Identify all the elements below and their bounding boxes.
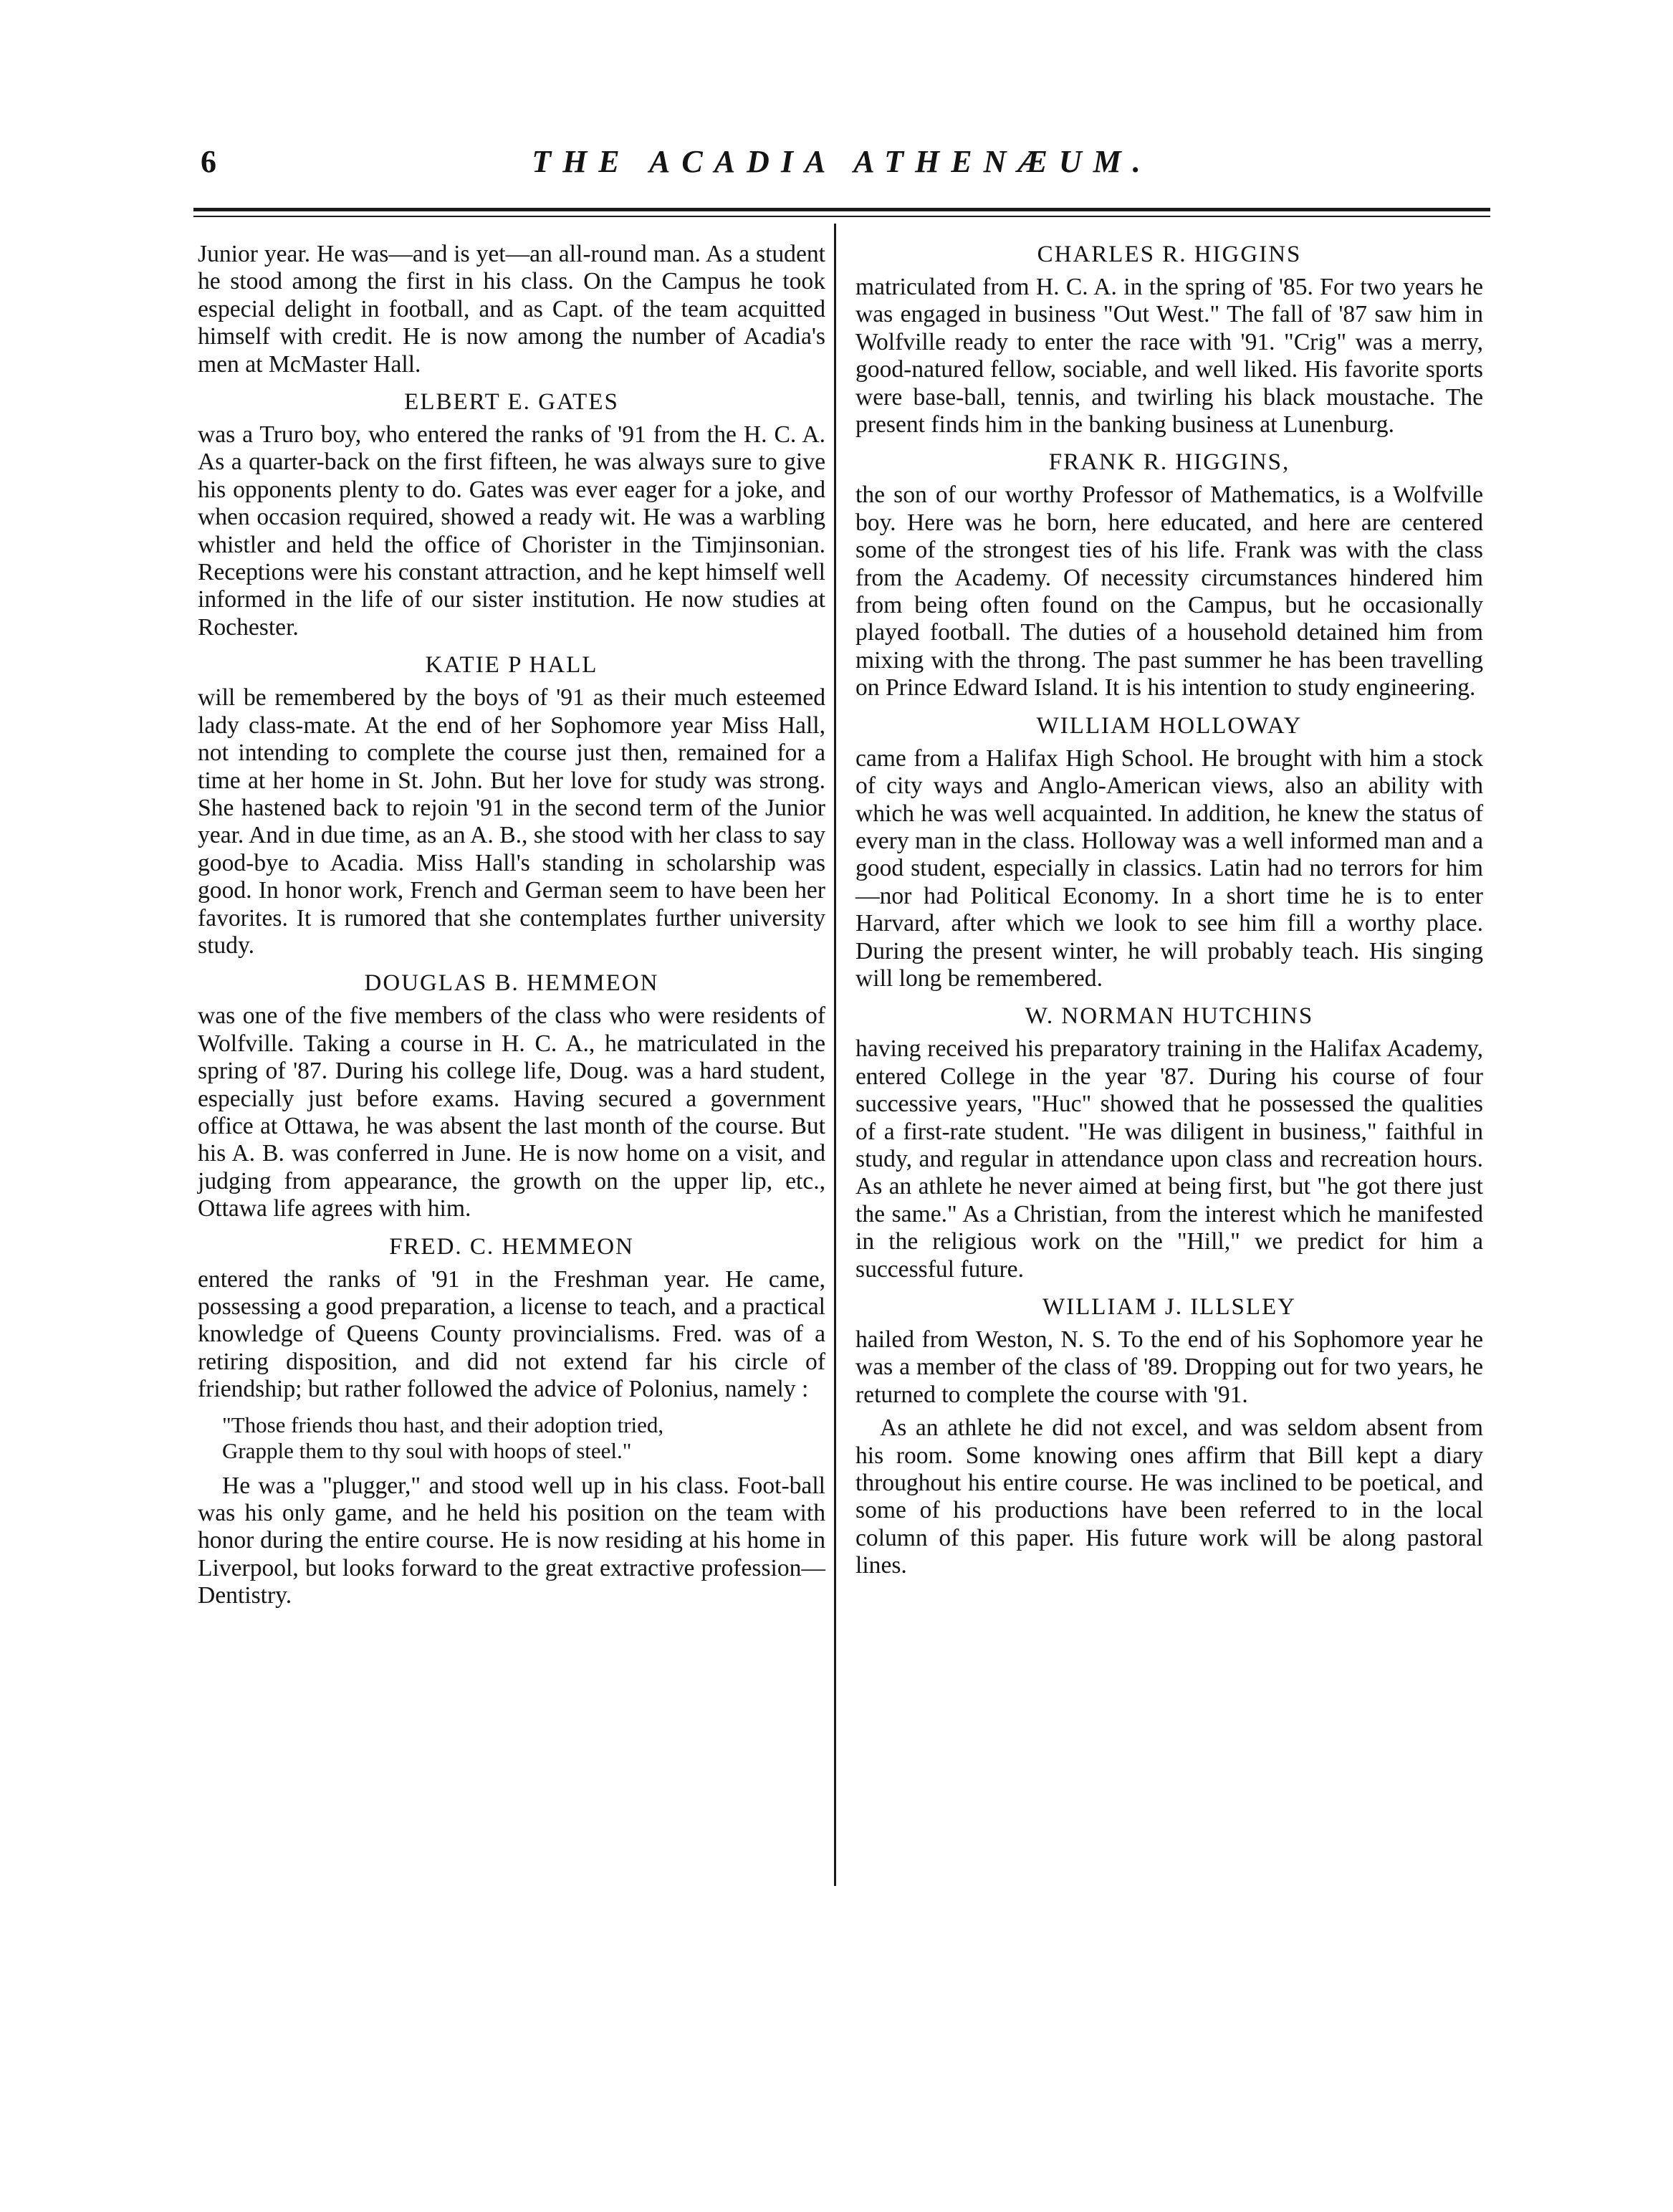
paragraph-katie-hall: will be remembered by the boys of '91 as their much esteemed lady class-mate. At the end of her Sophomore year Miss Hall, not intending to complete the course just then, remained for a time at her home in St. John. But her love for study was strong. She hastened back to rejoin '91 in the second term of the Junior year. And in due time, as an A. B., she stood with her class to say good-bye to Acadia. Miss Hall's standing in scholarship was good. In honor work, French and German seem to have been her favorites. It is rumored that she contemplates further university study. xyxy=(198,684,825,959)
quote-line: "Those friends thou hast, and their adoption tried, xyxy=(222,1412,664,1437)
right-column xyxy=(855,241,1483,1580)
polonius-quote xyxy=(222,1412,825,1464)
paragraph-william-holloway: came from a Halifax High School. He brought with him a stock of city ways and Anglo-American views, also an ability with which he was well acquainted. In addition, he knew the status of every man in the class. Holloway was a well informed man and a good student, especially in classics. Latin had no terrors for him—nor had Political Economy. In a short time he is to enter Harvard, after which we look to see him fill a worthy place. During the present winter, he will probably teach. His singing will long be remembered. xyxy=(855,744,1483,992)
quote-line: Grapple them to thy soul with hoops of steel." xyxy=(222,1437,632,1463)
heading-william-illsley: WILLIAM J. ILLSLEY xyxy=(1042,1294,1296,1320)
heading-douglas-hemmeon: DOUGLAS B. HEMMEON xyxy=(364,970,659,997)
heading-elbert-gates: ELBERT E. GATES xyxy=(404,389,619,416)
header-rule-thin xyxy=(193,216,1490,217)
header-rule-thick xyxy=(193,208,1490,211)
paragraph-norman-hutchins: having received his preparatory training in the Halifax Academy, entered College in the year '87. During his course of four successive years, "Huc" showed that he possessed the qualities of a first-rate student. "He was diligent in business," faithful in study, and regular in attendance upon class and recreation hours. As an athlete he never aimed at being first, but "he got there just the same." As a Christian, from the interest which he manifested in the religious work on the "Hill," we predict for him a successful future. xyxy=(855,1035,1483,1283)
paragraph-charles-higgins: matriculated from H. C. A. in the spring of '85. For two years he was engaged in business "Out West." The fall of '87 saw him in Wolfville ready to enter the race with '91. "Crig" was a merry, good-natured fellow, sociable, and well liked. His favorite sports were base-ball, tennis, and twirling his black moustache. The present finds him in the banking business at Lunenburg. xyxy=(855,274,1483,439)
journal-title: THE ACADIA ATHENÆUM. xyxy=(532,144,1152,179)
heading-katie-hall: KATIE P HALL xyxy=(425,652,598,679)
heading-frank-higgins: FRANK R. HIGGINS, xyxy=(1048,449,1290,476)
paragraph-fred-hemmeon: entered the ranks of '91 in the Freshman year. He came, possessing a good preparation, a license to teach, and a practical knowledge of Queens County provincialisms. Fred. was of a retiring disposition, and did not extend far his circle of friendship; but rather followed the advice of Polonius, namely : xyxy=(198,1265,825,1403)
heading-fred-hemmeon: FRED. C. HEMMEON xyxy=(389,1233,634,1260)
paragraph-william-illsley: hailed from Weston, N. S. To the end of his Sophomore year he was a member of the class of '89. Dropping out for two years, he returned to complete the course with '91. xyxy=(855,1326,1483,1408)
heading-william-holloway: WILLIAM HOLLOWAY xyxy=(1036,712,1303,739)
paragraph-douglas-hemmeon: was one of the five members of the class who were residents of Wolfville. Taking a course in H. C. A., he matriculated in the spring of '87. During his college life, Doug. was a hard student, especially just before exams. Having secured a government office at Ottawa, he was absent the last month of the course. But his A. B. was conferred in June. He is now home on a visit, and judging from appearance, the growth on the upper lip, etc., Ottawa life agrees with him. xyxy=(198,1002,825,1222)
page-number: 6 xyxy=(201,144,216,179)
paragraph-fred-hemmeon-continued: He was a "plugger," and stood well up in his class. Foot-ball was his only game, and he held his position on the team with honor during the entire course. He is now residing at his home in Liverpool, but looks forward to the great extractive profession—Dentistry. xyxy=(198,1472,825,1609)
heading-charles-higgins: CHARLES R. HIGGINS xyxy=(1037,241,1302,267)
paragraph-elbert-gates: was a Truro boy, who entered the ranks of '91 from the H. C. A. As a quarter-back on the first fifteen, he was always sure to give his opponents plenty to do. Gates was ever eager for a joke, and when occasion required, showed a ready wit. He was a warbling whistler and held the office of Chorister in the Timjinsonian. Receptions were his constant attraction, and he kept himself well informed in the life of our sister institution. He now studies at Rochester. xyxy=(198,421,825,641)
heading-norman-hutchins: W. NORMAN HUTCHINS xyxy=(1025,1003,1314,1030)
paragraph-william-illsley-continued: As an athlete he did not excel, and was seldom absent from his room. Some knowing ones affirm that Bill kept a diary throughout his entire course. He was inclined to be poetical, and some of his productions have been referred to in the local column of this paper. His future work will be along pastoral lines. xyxy=(855,1414,1483,1579)
intro-paragraph: Junior year. He was—and is yet—an all-round man. As a student he stood among the first in his class. On the Campus he took especial delight in football, and as Capt. of the team acquitted himself with credit. He is now among the number of Acadia's men at McMaster Hall. xyxy=(198,241,825,378)
paragraph-frank-higgins: the son of our worthy Professor of Mathematics, is a Wolfville boy. Here was he born, here educated, and here are centered some of the strongest ties of his life. Frank was with the class from the Academy. Of necessity circumstances hindered him from being often found on the Campus, but he occasionally played football. The duties of a household detained him from mixing with the throng. The past summer he has been travelling on Prince Edward Island. It is his intention to study engineering. xyxy=(855,482,1483,702)
left-column xyxy=(198,241,825,1610)
page-header xyxy=(193,140,1490,191)
column-divider xyxy=(834,224,836,1886)
